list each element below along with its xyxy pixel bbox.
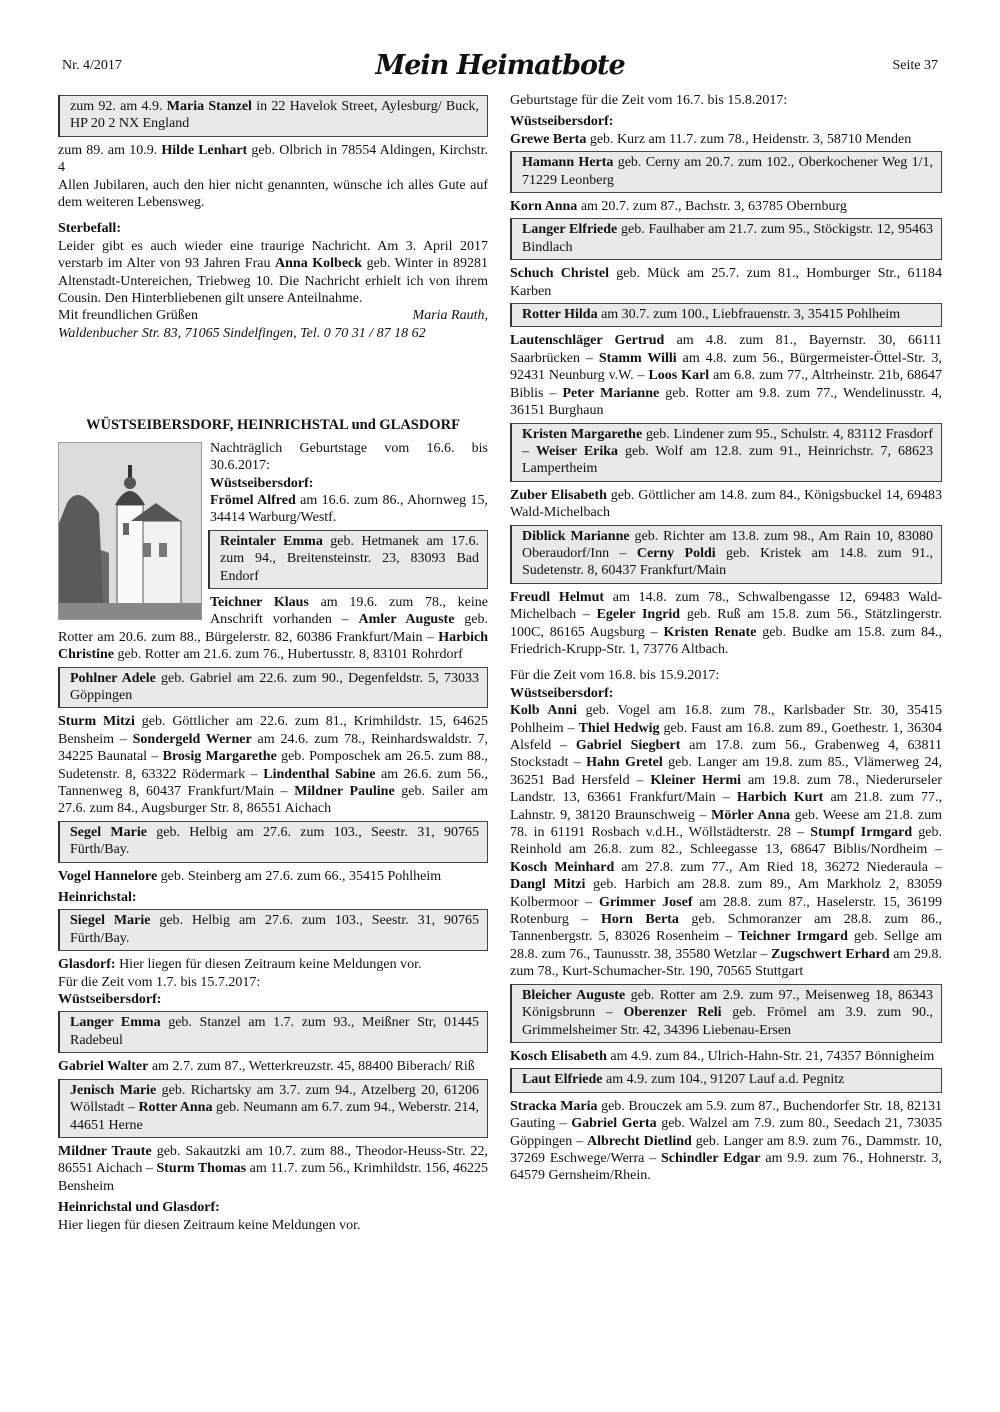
signature	[58, 307, 488, 324]
issue-number: Nr. 4/2017	[62, 58, 122, 73]
paragraph: Frömel Alfred am 16.6. zum 86., Ahornweg 15, 34414 Warburg/Westf.	[210, 492, 489, 526]
greeting: Mit freundlichen Grüßen	[58, 308, 198, 324]
paragraph: Kolb Anni geb. Vogel am 16.8. zum 78., Karlsbader Str. 30, 35415 Pohlheim – Thiel Hedwig geb. Faust am 16.8. zum 89., Goethestr. 1, 36304 Alsfeld – Gabriel Siegbert am 17.8. zum 56., Grabenweg 4, 63811 Stockstadt – Hahn Gretel geb. Langer am 19.8. zum 85., Vlämerweg 24, 36251 Bad Hersfeld – Kleiner Hermi am 19.8. zum 78., Niederurseler Landstr. 13, 63661 Frankfurt/Main – Harbich Kurt am 21.8. zum 77., Lahnstr. 9, 38120 Braunschweig – Mörler Anna geb. Weese am 21.8. zum 78. in 61191 Rosbach v.d.H., Wöllstädterstr. 28 – Stumpf Irmgard geb. Reinhold am 26.8. zum 82., Schleegasse 13, 68647 Biblis/Nordheim – Kosch Meinhard am 27.8. zum 77., Am Ried 18, 36272 Niederaula – Dangl Mitzi geb. Harbich am 28.8. zum 89., Am Markholz 2, 83059 Kolbermoor – Grimmer Josef am 28.8. zum 87., Haselerstr. 15, 36199 Rotenburg – Horn Berta geb. Schmoranzer am 28.8. zum 86., Tannenbergstr. 5, 83026 Rosenheim – Teichner Irmgard geb. Sellge am 28.8. zum 76., Taunusstr. 38, 35580 Wetzlar – Zugschwert Erhard am 29.8. zum 78., Kurt-Schumacher-Str. 190, 70565 Stuttgart	[510, 703, 943, 980]
paragraph: Vogel Hannelore geb. Steinberg am 27.6. zum 66., 35415 Pohlheim	[58, 868, 442, 884]
highlight-box	[510, 151, 942, 193]
paragraph: Schuch Christel geb. Mück am 25.7. zum 81., Homburger Str., 61184 Karben	[510, 266, 942, 299]
paragraph: Glasdorf: Hier liegen für diesen Zeitraum keine Meldungen vor.	[58, 957, 422, 973]
section-title: WÜSTSEIBERSDORF, HEINRICHSTAL und GLASDORF	[86, 417, 460, 434]
paragraph: Stracka Maria geb. Brouczek am 5.9. zum 87., Buchendorfer Str. 18, 82131 Gauting – Gabriel Gerta geb. Walzel am 7.9. zum 80., Seedach 21, 73035 Göppingen – Albrecht Dietlind geb. Langer am 8.9. zum 76., Dammstr. 10, 37269 Eschwege/Werra – Schindler Edgar am 9.9. zum 76., Hohnerstr. 3, 64579 Gernsheim/Rhein.	[510, 1098, 943, 1184]
highlight-box	[510, 423, 942, 482]
paragraph: Für die Zeit vom 16.8. bis 15.9.2017:	[510, 668, 720, 684]
masthead-logo: Mein Heimatbote	[375, 50, 625, 81]
entry-text: Diblick Marianne geb. Richter am 13.8. zum 98., Am Rain 10, 83080 Oberaudorf/Inn – Cerny Poldi geb. Kristek am 14.8. zum 91., Sudetenstr. 8, 60437 Frankfurt/Main	[522, 528, 934, 579]
highlight-box	[510, 984, 942, 1043]
paragraph: Lautenschläger Gertrud am 4.8. zum 81., Bayernstr. 30, 66111 Saarbrücken – Stamm Willi am 4.8. zum 56., Bürgermeister-Öttel-Str. 3, 92431 Neunburg v.W. – Loos Karl am 6.8. zum 77., Altrheinstr. 21b, 68647 Biblis – Peter Marianne geb. Rotter am 9.8. zum 77., Wendelinusstr. 4, 36151 Burghaun	[510, 333, 943, 419]
entry-text: Reintaler Emma geb. Hetmanek am 17.6. zum 94., Breitensteinstr. 23, 83093 Bad Endorf	[220, 533, 479, 584]
paragraph: Gabriel Walter am 2.7. zum 87., Wetterkreuzstr. 45, 88400 Biberach/ Riß	[58, 1059, 475, 1075]
section-heading: Wüstseibersdorf:	[510, 114, 614, 130]
church-icon	[59, 443, 201, 619]
paragraph: Leider gibt es auch wieder eine traurige Nachricht. Am 3. April 2017 verstarb im Alter von 93 Jahren Frau Anna Kolbeck geb. Winter in 89281 Altenstadt-Untereichen, Triebweg 10. Die Nachricht erhielt ich von ihrem Cousin. Den Hinterbliebenen gilt unsere Anteilnahme.	[58, 238, 488, 307]
paragraph: Zuber Elisabeth geb. Göttlicher am 14.8. zum 84., Königsbuckel 14, 69483 Wald-Michelbach	[510, 487, 942, 521]
entry-text: Pohlner Adele geb. Gabriel am 22.6. zum 90., Degenfeldstr. 5, 73033 Göppingen	[70, 670, 479, 703]
highlight-box	[208, 530, 488, 589]
section-heading: Wüstseibersdorf:	[210, 475, 314, 491]
section-heading: Wüstseibersdorf:	[58, 992, 162, 1008]
right-column	[510, 92, 942, 1185]
highlight-box	[510, 1068, 942, 1092]
paragraph: Sturm Mitzi geb. Göttlicher am 22.6. zum 81., Krimhildstr. 15, 64625 Bensheim – Sondergeld Werner am 24.6. zum 78., Reinhardswaldstr. 7, 34225 Baunatal – Brosig Margarethe geb. Pomposchek am 26.5. zum 88., Sudetenstr. 8, 63322 Rödermark – Lindenthal Sabine am 26.6. zum 56., Tannenweg 8, 60437 Frankfurt/Main – Mildner Pauline geb. Sailer am 27.6. zum 84., Augsburger Str. 8, 86551 Aichach	[58, 714, 489, 817]
entry-text: Langer Emma geb. Stanzel am 1.7. zum 93., Meißner Str, 01445 Radebeul	[70, 1015, 479, 1048]
author-address: Waldenbucher Str. 83, 71065 Sindelfingen, Tel. 0 70 31 / 87 18 62	[58, 325, 426, 341]
entry-text: Kristen Margarethe geb. Lindener zum 95., Schulstr. 4, 83112 Frasdorf – Weiser Erika geb. Wolf am 12.8. zum 91., Heinrichstr. 7, 68623 Lampertheim	[522, 426, 933, 477]
paragraph: Mildner Traute geb. Sakautzki am 10.7. zum 88., Theodor-Heuss-Str. 22, 86551 Aichach – Sturm Thomas am 11.7. zum 56., Krimhildstr. 156, 46225 Bensheim	[58, 1143, 489, 1194]
paragraph: Freudl Helmut am 14.8. zum 78., Schwalbengasse 12, 69483 Wald-Michelbach – Egeler Ingrid geb. Ruß am 15.8. zum 56., Stätzlingerstr. 100C, 86165 Augsburg – Kristen Renate geb. Budke am 15.8. zum 84., Friedrich-Krupp-Str. 1, 73776 Altbach.	[510, 589, 942, 657]
highlight-box	[58, 1079, 488, 1138]
entry-text: Rotter Hilda am 30.7. zum 100., Liebfrauenstr. 3, 35415 Pohlheim	[522, 307, 901, 323]
page-number: Seite 37	[892, 58, 938, 73]
entry-text: Hamann Herta geb. Cerny am 20.7. zum 102., Oberkochener Weg 1/1, 71229 Leonberg	[522, 155, 933, 188]
highlight-box	[58, 909, 488, 951]
author-name: Maria Rauth,	[412, 308, 488, 324]
entry-text: Siegel Marie geb. Helbig am 27.6. zum 103., Seestr. 31, 90765 Fürth/Bay.	[70, 913, 480, 946]
highlight-box	[58, 667, 488, 709]
paragraph: Hier liegen für diesen Zeitraum keine Meldungen vor.	[58, 1217, 361, 1233]
highlight-box	[510, 525, 942, 584]
entry-text: Bleicher Auguste geb. Rotter am 2.9. zum 97., Meisenweg 18, 86343 Königsbrunn – Oberenzer Reli geb. Frömel am 3.9. zum 90., Grimmelsheimer Str. 42, 34396 Liebenau-Ersen	[522, 987, 933, 1038]
paragraph: Grewe Berta geb. Kurz am 11.7. zum 78., Heidenstr. 3, 58710 Menden	[510, 131, 912, 147]
section-heading: Heinrichstal:	[58, 890, 137, 906]
left-column	[58, 92, 488, 1234]
paragraph: Nachträglich Geburtstage vom 16.6. bis 30.6.2017:	[210, 440, 488, 474]
paragraph: Allen Jubilaren, auch den hier nicht genannten, wünsche ich alles Gute auf dem weiteren Lebensweg.	[58, 177, 488, 211]
entry-text: Laut Elfriede am 4.9. zum 104., 91207 Lauf a.d. Pegnitz	[522, 1072, 845, 1088]
paragraph: Geburtstage für die Zeit vom 16.7. bis 15.8.2017:	[510, 93, 788, 108]
highlight-box	[510, 303, 942, 327]
highlight-box	[510, 218, 942, 260]
section-heading: Wüstseibersdorf:	[510, 685, 614, 701]
section-heading: Heinrichstal und Glasdorf:	[58, 1200, 220, 1216]
entry-text: Jenisch Marie geb. Richartsky am 3.7. zum 94., Atzelberg 20, 61206 Wöllstadt – Rotter Anna geb. Neumann am 6.7. zum 94., Weberstr. 214, 44651 Herne	[70, 1082, 479, 1133]
highlight-box	[58, 1011, 488, 1053]
highlight-box	[58, 95, 488, 137]
church-photo	[58, 442, 202, 620]
paragraph: Für die Zeit vom 1.7. bis 15.7.2017:	[58, 974, 261, 990]
entry-text: Segel Marie geb. Helbig am 27.6. zum 103., Seestr. 31, 90765 Fürth/Bay.	[70, 824, 480, 858]
entry-text: zum 92. am 4.9. Maria Stanzel in 22 Havelok Street, Aylesburg/ Buck, HP 20 2 NX England	[70, 99, 479, 132]
highlight-box	[58, 821, 488, 863]
entry-text: Langer Elfriede geb. Faulhaber am 21.7. zum 95., Stöckigstr. 12, 95463 Bindlach	[522, 222, 933, 255]
paragraph: Kosch Elisabeth am 4.9. zum 84., Ulrich-Hahn-Str. 21, 74357 Bönnigheim	[510, 1048, 935, 1064]
page-header	[62, 50, 938, 84]
paragraph: Teichner Klaus am 19.6. zum 78., keine Anschrift vorhanden – Amler Auguste geb. Rotter am 20.6. zum 88., Bürgelerstr. 82, 60386 Frankfurt/Main – Harbich Christine geb. Rotter am 21.6. zum 76., Hubertusstr. 8, 83101 Rohrdorf	[58, 594, 488, 663]
paragraph: Korn Anna am 20.7. zum 87., Bachstr. 3, 63785 Obernburg	[510, 199, 847, 215]
paragraph: zum 89. am 10.9. Hilde Lenhart geb. Olbrich in 78554 Aldingen, Kirchstr. 4	[58, 142, 489, 176]
section-heading: Sterbefall:	[58, 221, 121, 237]
